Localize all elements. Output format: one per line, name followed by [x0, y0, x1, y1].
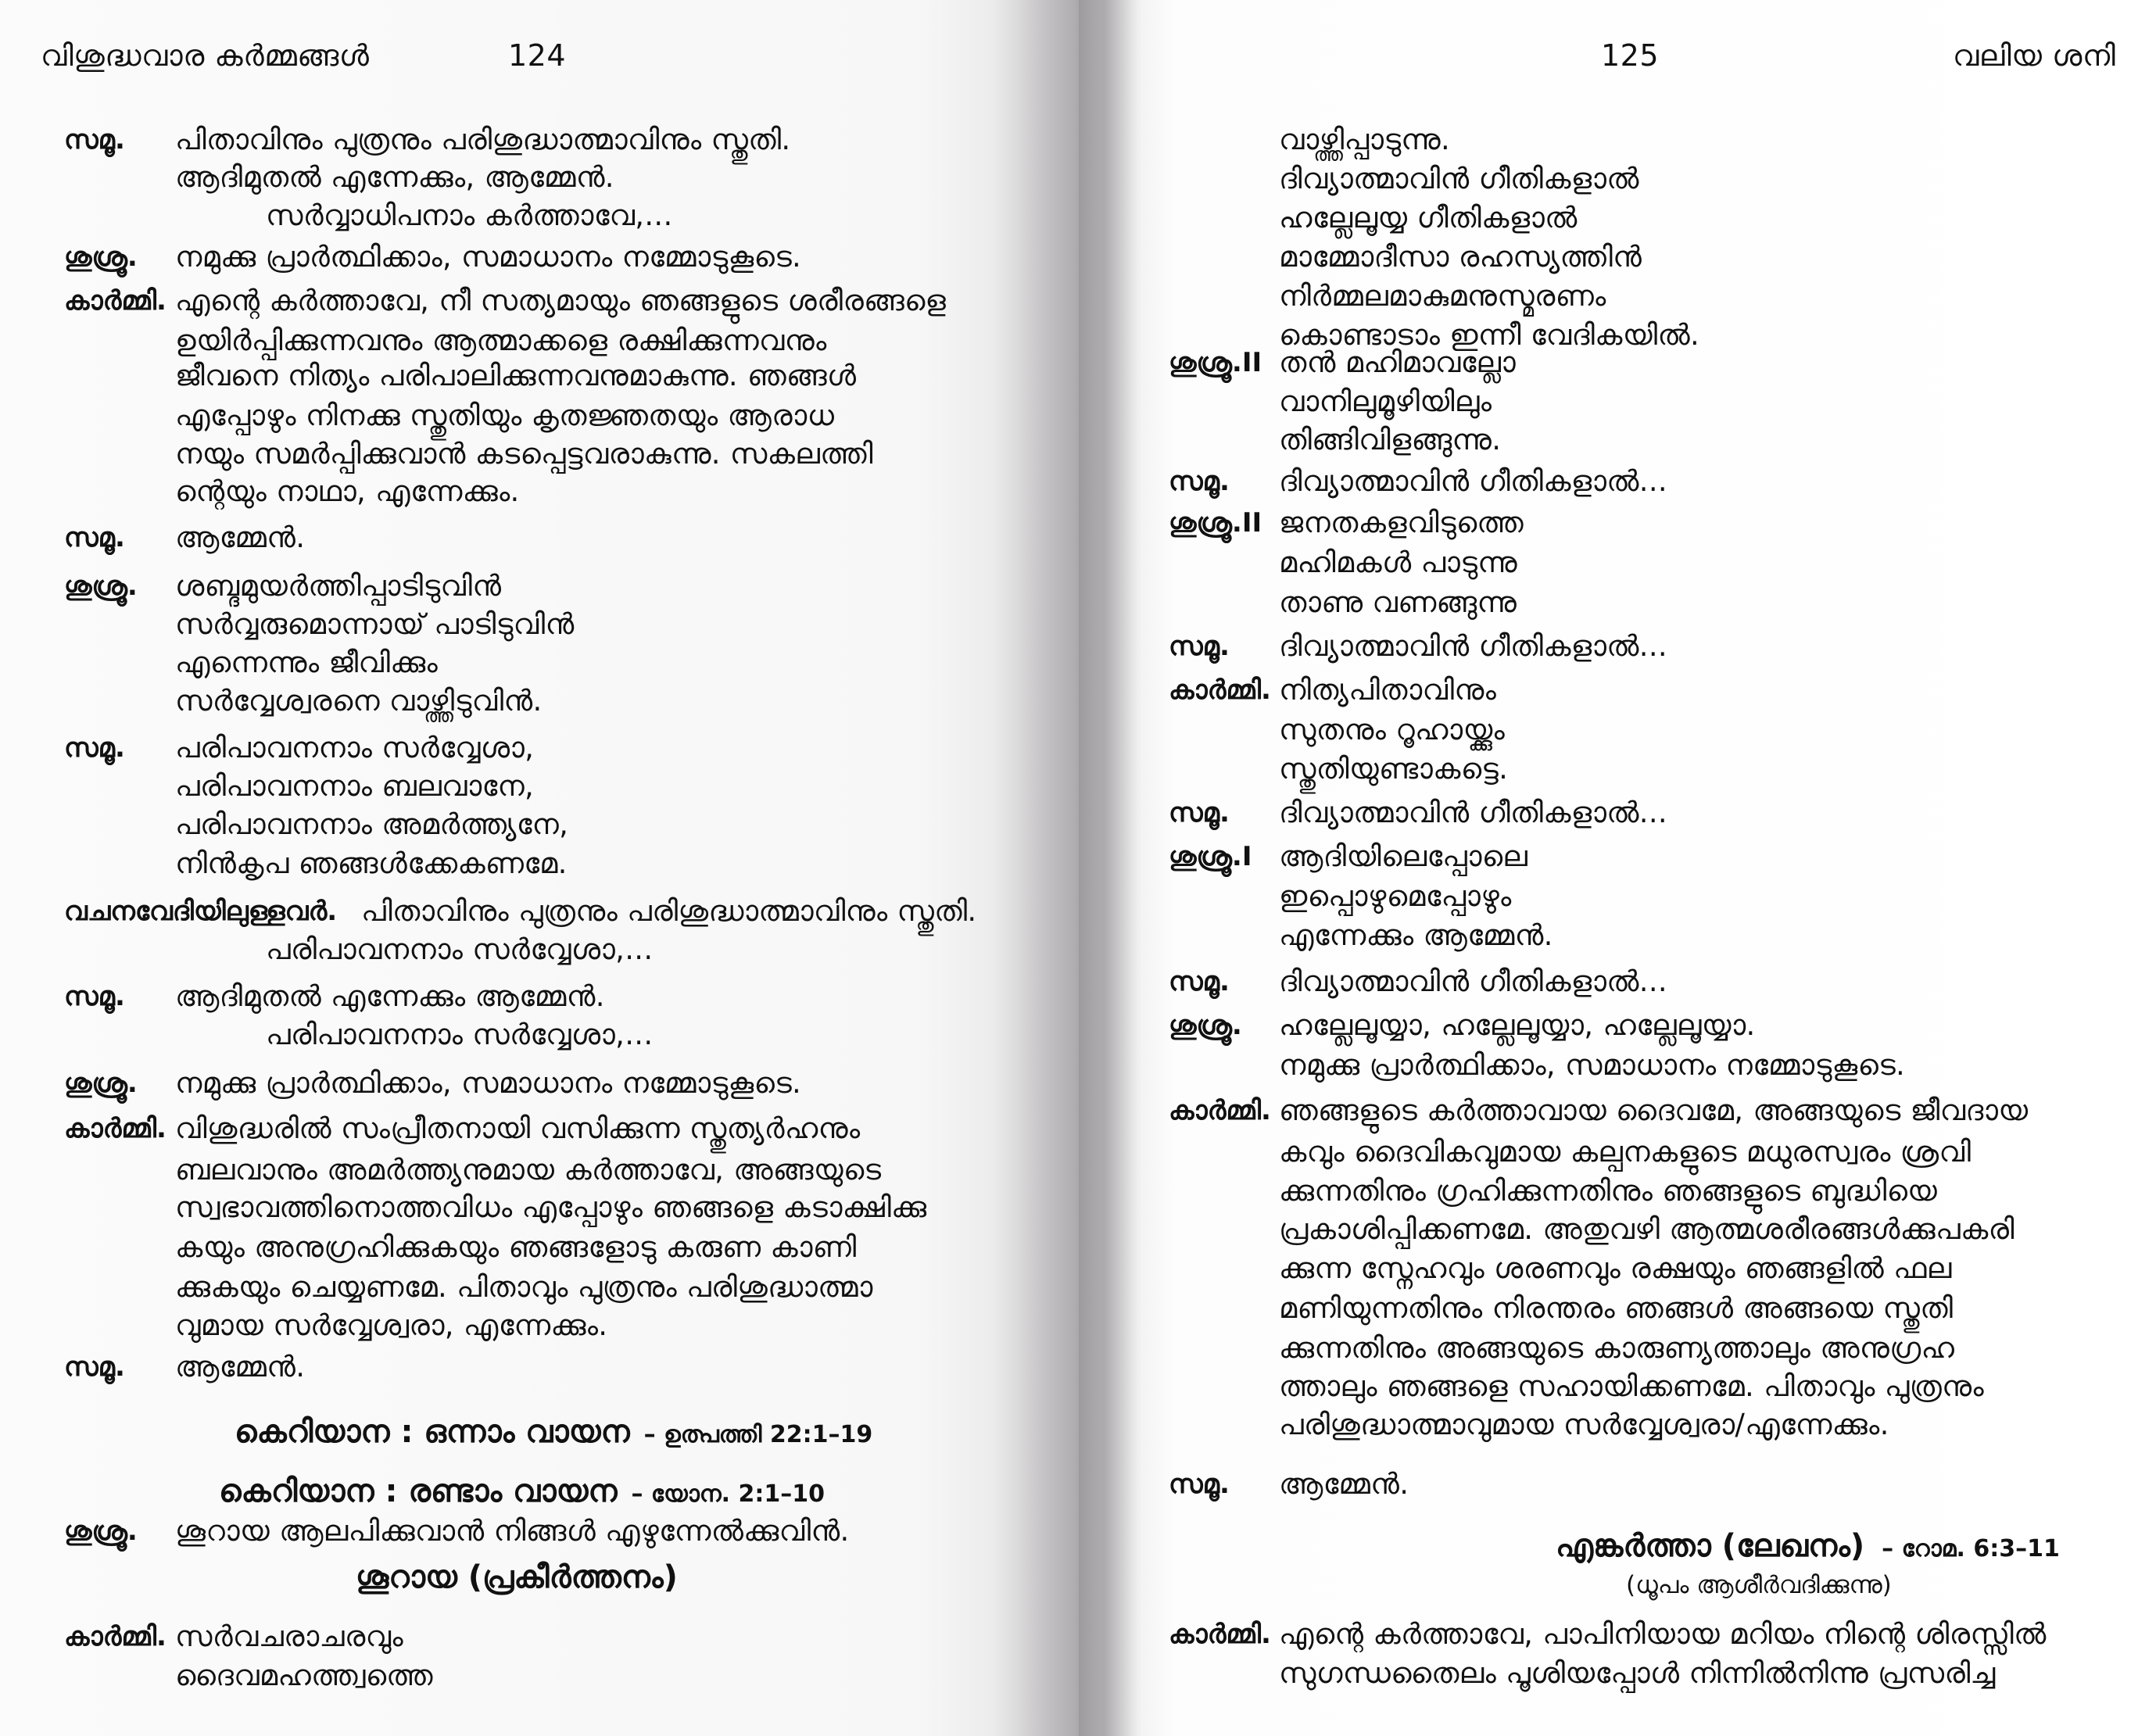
page-number-right: 125	[1601, 38, 1660, 73]
text-line: മഹിമകൾ പാടുന്നു	[1279, 546, 1517, 579]
section-heading: ശൂറായ (പ്രകീർത്തനം)	[356, 1559, 678, 1595]
speaker-label: സമൂ.	[1169, 966, 1230, 997]
text-line: പ്രകാശിപ്പിക്കണമേ. അതുവഴി ആത്മശരീരങ്ങൾക്കുപകരി	[1279, 1212, 2015, 1246]
text-line: നമുക്കു പ്രാർത്ഥിക്കാം, സമാധാനം നമ്മോടുകൂടെ.	[1279, 1048, 1906, 1082]
text-line: ആമ്മേൻ.	[175, 1350, 306, 1383]
text-line: കയും അനുഗ്രഹിക്കുകയും ഞങ്ങളോടു കരുണ കാണി	[175, 1230, 857, 1264]
speaker-label: ശുശ്രൂ.	[64, 1068, 138, 1099]
reading-heading	[219, 1473, 825, 1509]
text-line: വാനിലുമൂഴിയിലും	[1279, 385, 1492, 418]
text-line: ആദിയിലെപ്പോലെ	[1279, 839, 1528, 873]
text-line: ഇപ്പൊഴുമെപ്പോഴും	[1279, 879, 1512, 913]
text-line: ക്കുന്നതിനും ഗ്രഹിക്കുന്നതിനും ഞങ്ങളുടെ ബുദ്ധിയെ	[1279, 1174, 1938, 1208]
reading-title: കെറിയാന : ഒന്നാം വായന	[235, 1414, 630, 1450]
text-line: പരിശുദ്ധാത്മാവുമായ സർവ്വേശ്വരാ/എന്നേക്കും.	[1279, 1408, 1889, 1441]
running-title-right: വലിയ ശനി	[1953, 38, 2116, 73]
speaker-label: സമൂ.	[64, 522, 125, 553]
text-line: ബലവാനും അമർത്ത്യനുമായ കർത്താവേ, അങ്ങയുടെ	[175, 1153, 882, 1187]
text-line: താണു വണങ്ങുന്നു	[1279, 585, 1517, 619]
text-line: നിൻകൃപ ഞങ്ങൾക്കേകണമേ.	[175, 847, 568, 880]
text-line: സുതനും റൂഹായ്ക്കും	[1279, 713, 1506, 746]
speaker-label: കാർമ്മി.	[64, 1113, 167, 1144]
text-line: വാഴ്ത്തിപ്പാടുന്നു.	[1279, 123, 1451, 156]
text-line: നമുക്കു പ്രാർത്ഥിക്കാം, സമാധാനം നമ്മോടുകൂടെ.	[175, 240, 802, 274]
text-line: എന്നേക്കും ആമ്മേൻ.	[1279, 918, 1553, 952]
speaker-label: കാർമ്മി.	[64, 285, 167, 317]
epistle-title: എങ്കർത്താ (ലേഖനം)	[1556, 1528, 1865, 1564]
speaker-label: ശുശ്രൂ.	[64, 242, 138, 273]
text-line: പരിപാവനനാം ബലവാനേ,	[175, 769, 535, 803]
text-line: ദൈവമഹത്ത്വത്തെ	[175, 1659, 433, 1692]
text-line: വുമായ സർവ്വേശ്വരാ, എന്നേക്കും.	[175, 1308, 608, 1342]
text-line: ന്റെയും നാഥാ, എന്നേക്കും.	[175, 474, 520, 508]
text-line: എപ്പോഴും നിനക്കു സ്തുതിയും കൃതജ്ഞതയും ആരാധ	[175, 399, 835, 432]
reading-title: കെറിയാന : രണ്ടാം വായന	[219, 1473, 618, 1509]
text-line: കവും ദൈവികവുമായ കല്പനകളുടെ മധുരസ്വരം ശ്രവി	[1279, 1135, 1972, 1169]
text-line: ദിവ്യാത്മാവിൻ ഗീതികളാൽ...	[1279, 796, 1667, 829]
speaker-label: കാർമ്മി.	[1169, 1619, 1271, 1650]
text-line: ക്കുകയും ചെയ്യണമേ. പിതാവും പുത്രനും പരിശുദ്ധാത്മാ	[175, 1270, 873, 1304]
speaker-label: സമൂ.	[1169, 631, 1230, 662]
text-line: ത്താലും ഞങ്ങളെ സഹായിക്കണമേ. പിതാവും പുത്രനും	[1279, 1369, 1984, 1403]
text-line: നിർമ്മലമാകുമനുസ്മരണം	[1279, 279, 1606, 313]
text-line: ആദിമുതൽ എന്നേക്കും ആമ്മേൻ.	[175, 979, 605, 1013]
text-line: എന്നെന്നും ജീവിക്കും	[175, 646, 439, 679]
text-line: ആമ്മേൻ.	[175, 521, 306, 554]
text-line: പിതാവിനും പുത്രനും പരിശുദ്ധാത്മാവിനും സ്തുതി.	[175, 123, 791, 156]
speaker-label: ശുശ്രൂ.	[64, 571, 138, 602]
speaker-label: സമൂ.	[1169, 1469, 1230, 1500]
text-line: കൊണ്ടാടാം ഇന്നീ വേദികയിൽ.	[1279, 318, 1700, 352]
text-line: എന്റെ കർത്താവേ, പാപിനിയായ മറിയം നിന്റെ ശിരസ്സിൽ	[1279, 1617, 2047, 1651]
text-line: സർവചരാചരവും	[175, 1620, 403, 1653]
text-line: ആദിമുതൽ എന്നേക്കും, ആമ്മേൻ.	[175, 160, 614, 194]
text-line: സർവ്വാധിപനാം കർത്താവേ,...	[266, 199, 673, 232]
scripture-reference: – ഉത്പത്തി 22:1–19	[643, 1421, 873, 1448]
speaker-label: ശുശ്രൂ.I	[1169, 841, 1252, 872]
text-line: പരിപാവനനാം സർവ്വേശാ,	[175, 731, 535, 764]
speaker-label: സമൂ.	[64, 732, 125, 764]
text-line: ആമ്മേൻ.	[1279, 1467, 1409, 1501]
text-line: ജീവനെ നിത്യം പരിപാലിക്കുന്നവനുമാകുന്നു. ഞങ്ങൾ	[175, 359, 857, 392]
text-line: ശബ്ദമുയർത്തിപ്പാടിടുവിൻ	[175, 569, 502, 603]
speaker-label: സമൂ.	[1169, 466, 1230, 497]
scripture-reference: – റോമ. 6:3–11	[1882, 1535, 2060, 1562]
text-line: സുഗന്ധതൈലം പൂശിയപ്പോൾ നിന്നിൽനിന്നു പ്രസരിച്ച	[1279, 1656, 1996, 1690]
speaker-label: കാർമ്മി.	[1169, 1095, 1271, 1126]
text-line: നയും സമർപ്പിക്കുവാൻ കടപ്പെട്ടവരാകുന്നു. സകലത്തി	[175, 437, 873, 471]
text-line: എന്റെ കർത്താവേ, നീ സത്യമായും ഞങ്ങളുടെ ശരീരങ്ങളെ	[175, 284, 947, 317]
text-line: ശൂറായ ആലപിക്കുവാൻ നിങ്ങൾ എഴുന്നേൽക്കുവിൻ.	[175, 1514, 850, 1548]
speaker-label: സമൂ.	[64, 1351, 125, 1383]
text-line: തിങ്ങിവിളങ്ങുന്നു.	[1279, 423, 1502, 456]
text-line: മണിയുന്നതിനും നിരന്തരം ഞങ്ങൾ അങ്ങയെ സ്തുതി	[1279, 1291, 1954, 1325]
scripture-reference: – യോന. 2:1–10	[631, 1480, 825, 1508]
speaker-label: ശുശ്രൂ.	[1169, 1010, 1242, 1041]
speaker-label: ശുശ്രൂ.II	[1169, 507, 1262, 539]
text-line: ഹല്ലേലൂയ്യാ, ഹല്ലേലൂയ്യാ, ഹല്ലേലൂയ്യാ.	[1279, 1008, 1756, 1042]
text-line: ക്കുന്ന സ്നേഹവും ശരണവും രക്ഷയും ഞങ്ങളിൽ ഫല	[1279, 1251, 1952, 1285]
text-line: ഞങ്ങളുടെ കർത്താവായ ദൈവമേ, അങ്ങയുടെ ജീവദായ	[1279, 1094, 2029, 1127]
text-line: ദിവ്യാത്മാവിൻ ഗീതികളാൽ...	[1279, 629, 1667, 663]
text-line: സർവ്വരുമൊന്നായ് പാടിടുവിൻ	[175, 607, 575, 641]
text-line: സ്വഭാവത്തിനൊത്തവിധം എപ്പോഴും ഞങ്ങളെ കടാക്ഷിക്കു	[175, 1190, 927, 1224]
running-title-left: വിശുദ്ധവാര കർമ്മങ്ങൾ	[41, 38, 370, 73]
speaker-label: വചനവേദിയിലുള്ളവർ.	[64, 896, 338, 927]
text-line: മാമ്മോദീസാ രഹസ്യത്തിൻ	[1279, 240, 1642, 274]
text-line: സ്തുതിയുണ്ടാകട്ടെ.	[1279, 752, 1509, 786]
text-line: ജനതകളവിടുത്തെ	[1279, 506, 1524, 539]
text-line: ദിവ്യാത്മാവിൻ ഗീതികളാൽ	[1279, 162, 1639, 195]
text-line: വിശുദ്ധരിൽ സംപ്രീതനായി വസിക്കുന്ന സ്തുത്യർഹനും	[175, 1111, 861, 1145]
rubric-note: (ധൂപം ആശീർവദിക്കുന്നു)	[1626, 1571, 1892, 1599]
speaker-label: സമൂ.	[64, 124, 125, 156]
speaker-label: കാർമ്മി.	[1169, 675, 1271, 706]
text-line: ഹല്ലേലൂയ്യ ഗീതികളാൽ	[1279, 201, 1578, 234]
text-line: ക്കുന്നതിനും അങ്ങയുടെ കാരുണ്യത്താലും അനുഗ്രഹ	[1279, 1331, 1955, 1365]
epistle-heading	[1556, 1530, 2060, 1562]
text-line: നമുക്കു പ്രാർത്ഥിക്കാം, സമാധാനം നമ്മോടുകൂടെ.	[175, 1066, 802, 1100]
speaker-label: സമൂ.	[64, 981, 125, 1012]
text-line: നിത്യപിതാവിനും	[1279, 673, 1497, 707]
text-line: പരിപാവനനാം അമർത്ത്യനേ,	[175, 807, 569, 841]
right-page	[1079, 0, 2156, 1736]
speaker-label: ശുശ്രൂ.II	[1169, 347, 1262, 378]
speaker-label: കാർമ്മി.	[64, 1621, 167, 1652]
text-line: ഉയിർപ്പിക്കുന്നവനും ആത്മാക്കളെ രക്ഷിക്കുന്നവനും	[175, 324, 827, 357]
text-line: തൻ മഹിമാവല്ലോ	[1279, 345, 1517, 379]
page-number-left: 124	[508, 38, 567, 73]
text-line: സർവ്വേശ്വരനെ വാഴ്ത്തിടുവിൻ.	[175, 684, 543, 718]
text-line: പരിപാവനനാം സർവ്വേശാ,...	[266, 932, 654, 966]
speaker-label: ശുശ്രൂ.	[64, 1516, 138, 1547]
reading-heading	[235, 1416, 872, 1448]
text-line: പിതാവിനും പുത്രനും പരിശുദ്ധാത്മാവിനും സ്തുതി.	[361, 894, 977, 928]
text-line: പരിപാവനനാം സർവ്വേശാ,...	[266, 1018, 654, 1051]
text-line: ദിവ്യാത്മാവിൻ ഗീതികളാൽ...	[1279, 464, 1667, 498]
speaker-label: സമൂ.	[1169, 797, 1230, 829]
text-line: ദിവ്യാത്മാവിൻ ഗീതികളാൽ...	[1279, 965, 1667, 998]
